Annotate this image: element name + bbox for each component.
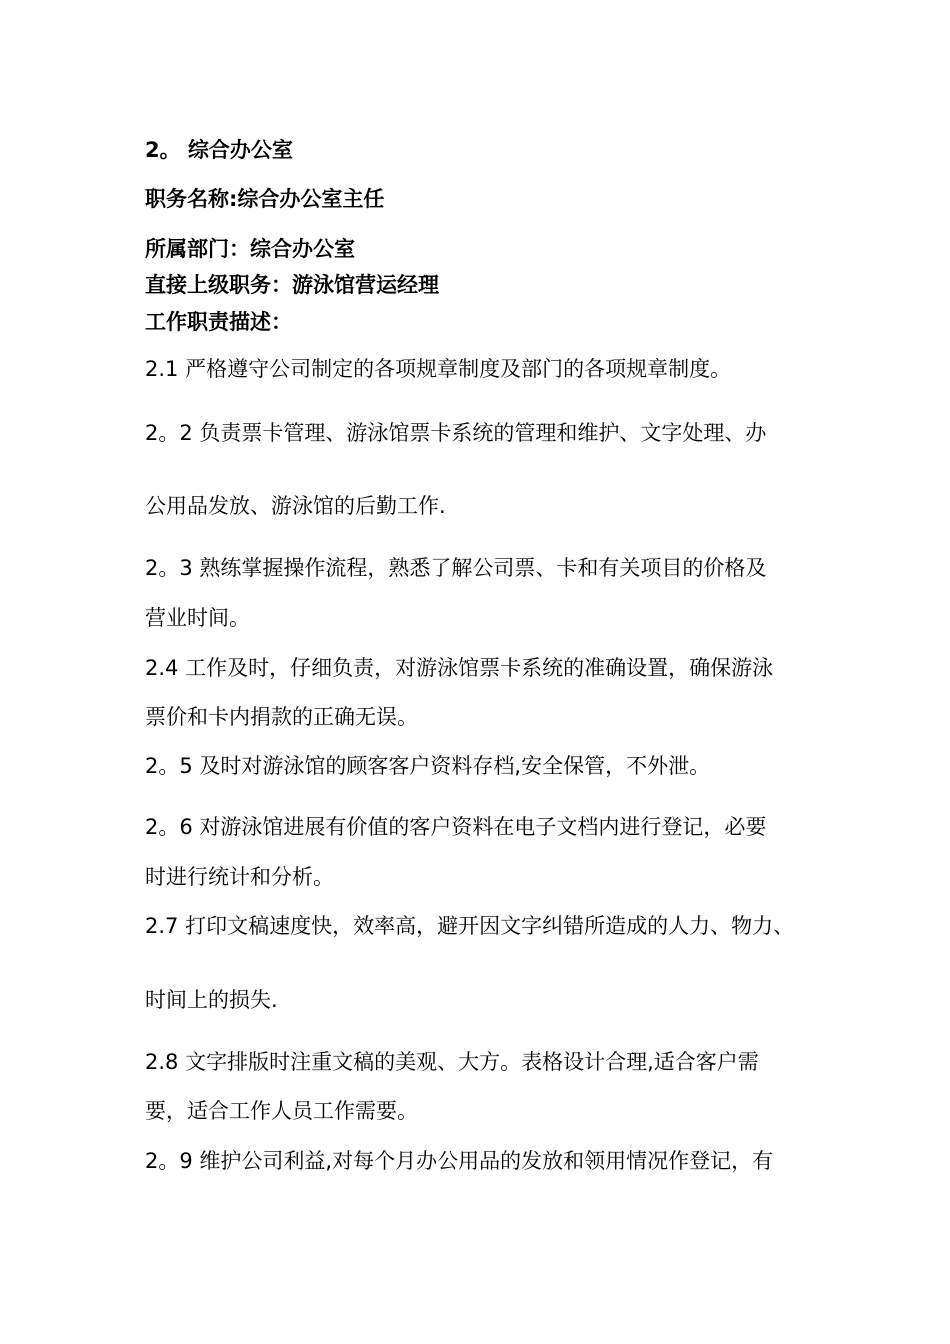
duty-line: 2.8 文字排版时注重文稿的美观、大方。表格设计合理,适合客户需 xyxy=(145,1050,759,1074)
duties-heading: 工作职责描述： xyxy=(145,310,292,334)
duty-line: 2.7 打印文稿速度快，效率高，避开因文字纠错所造成的人力、物力、 xyxy=(145,914,795,938)
superior-line: 直接上级职务：游泳馆营运经理 xyxy=(145,273,439,297)
duty-line: 公用品发放、游泳馆的后勤工作. xyxy=(145,494,446,518)
duty-line: 票价和卡内捐款的正确无误。 xyxy=(145,705,418,729)
duty-line: 要，适合工作人员工作需要。 xyxy=(145,1099,418,1123)
duty-line: 2。2 负责票卡管理、游泳馆票卡系统的管理和维护、文字处理、办 xyxy=(145,421,767,445)
section-title: 2。 综合办公室 xyxy=(145,138,293,162)
job-title: 职务名称:综合办公室主任 xyxy=(145,187,385,211)
duty-line: 2.4 工作及时，仔细负责，对游泳馆票卡系统的准确设置，确保游泳 xyxy=(145,656,774,680)
duty-line: 营业时间。 xyxy=(145,606,250,630)
department-line: 所属部门：综合办公室 xyxy=(145,237,355,261)
duty-line: 2.1 严格遵守公司制定的各项规章制度及部门的各项规章制度。 xyxy=(145,357,732,381)
duty-line: 2。9 维护公司利益,对每个月办公用品的发放和领用情况作登记，有 xyxy=(145,1149,774,1173)
duty-line: 时进行统计和分析。 xyxy=(145,865,334,889)
duty-line: 时间上的损失. xyxy=(145,988,278,1012)
duty-line: 2。3 熟练掌握操作流程，熟悉了解公司票、卡和有关项目的价格及 xyxy=(145,556,767,580)
duty-line: 2。6 对游泳馆进展有价值的客户资料在电子文档内进行登记，必要 xyxy=(145,815,767,839)
duty-line: 2。5 及时对游泳馆的顾客客户资料存档,安全保管，不外泄。 xyxy=(145,754,711,778)
